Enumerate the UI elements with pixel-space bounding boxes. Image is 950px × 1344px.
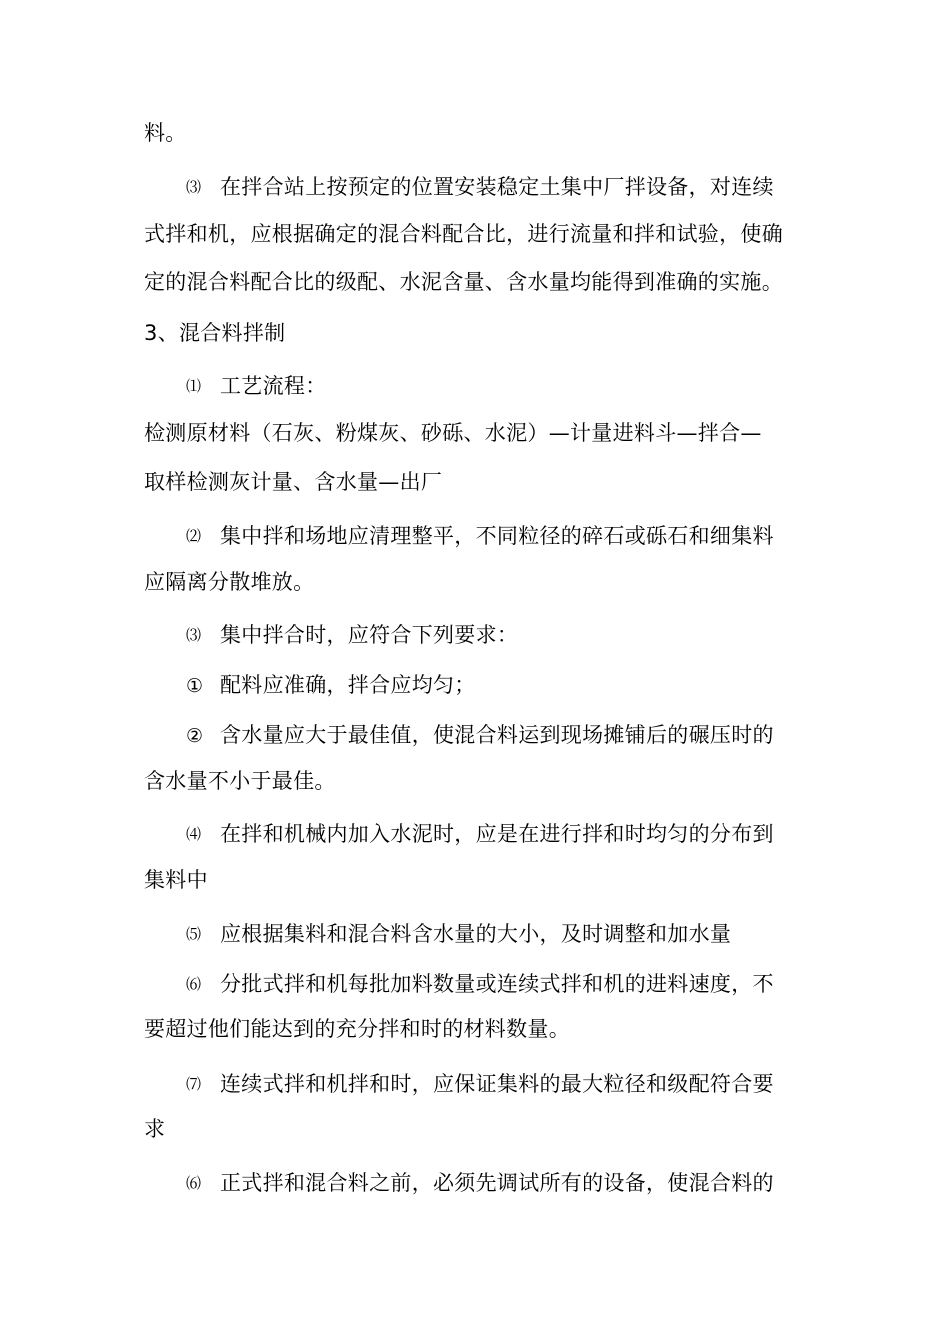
paragraph-line: ⑶ 在拌合站上按预定的位置安装稳定土集中厂拌设备，对连续 <box>186 172 774 202</box>
list-marker: ⑷ <box>186 825 202 843</box>
paragraph-line: ⑹ 分批式拌和机每批加料数量或连续式拌和机的进料速度，不 <box>186 969 774 999</box>
list-marker: ⑹ <box>186 975 202 993</box>
paragraph-line: ⑷ 在拌和机械内加入水泥时，应是在进行拌和时均匀的分布到 <box>186 819 774 849</box>
list-marker: ⑴ <box>186 377 202 395</box>
paragraph-line: ⑵ 集中拌和场地应清理整平，不同粒径的碎石或砾石和细集料 <box>186 521 774 551</box>
list-marker: ⑶ <box>186 178 202 196</box>
text-line: 式拌和机，应根据确定的混合料配合比，进行流量和拌和试验，使确 <box>144 222 783 246</box>
list-marker: ⑺ <box>186 1075 202 1093</box>
list-marker: ⑹ <box>186 1174 202 1192</box>
list-marker: ⑶ <box>186 626 202 644</box>
text-line: 定的混合料配合比的级配、水泥含量、含水量均能得到准确的实施。 <box>144 270 783 294</box>
paragraph-line: ⑺ 连续式拌和机拌和时，应保证集料的最大粒径和级配符合要 <box>186 1069 774 1099</box>
list-marker: ⑵ <box>186 527 202 545</box>
list-marker: ① <box>186 675 204 697</box>
list-marker: ⑸ <box>186 925 202 943</box>
text-line: 要超过他们能达到的充分拌和时的材料数量。 <box>144 1017 570 1041</box>
paragraph-line: ⑸ 应根据集料和混合料含水量的大小，及时调整和加水量 <box>186 919 731 949</box>
paragraph-line: ② 含水量应大于最佳值，使混合料运到现场摊铺后的碾压时的 <box>186 720 774 750</box>
list-marker: ② <box>186 725 204 747</box>
text-line: 检测原材料（石灰、粉煤灰、砂砾、水泥）—计量进料斗—拌合— <box>144 421 762 445</box>
paragraph-line: ⑶ 集中拌合时，应符合下列要求： <box>186 620 518 650</box>
text-line: 集料中 <box>144 868 208 892</box>
paragraph-line: ① 配料应准确，拌合应均匀； <box>186 670 476 700</box>
text-line: 含水量不小于最佳。 <box>144 769 336 793</box>
text-line: 取样检测灰计量、含水量—出厂 <box>144 470 443 494</box>
section-heading: 3、混合料拌制 <box>144 321 286 345</box>
text-line: 应隔离分散堆放。 <box>144 570 315 594</box>
paragraph-line: ⑹ 正式拌和混合料之前，必须先调试所有的设备，使混合料的 <box>186 1168 774 1198</box>
text-line: 求 <box>144 1117 166 1141</box>
paragraph-line: ⑴ 工艺流程： <box>186 371 327 401</box>
text-line: 料。 <box>144 121 187 145</box>
